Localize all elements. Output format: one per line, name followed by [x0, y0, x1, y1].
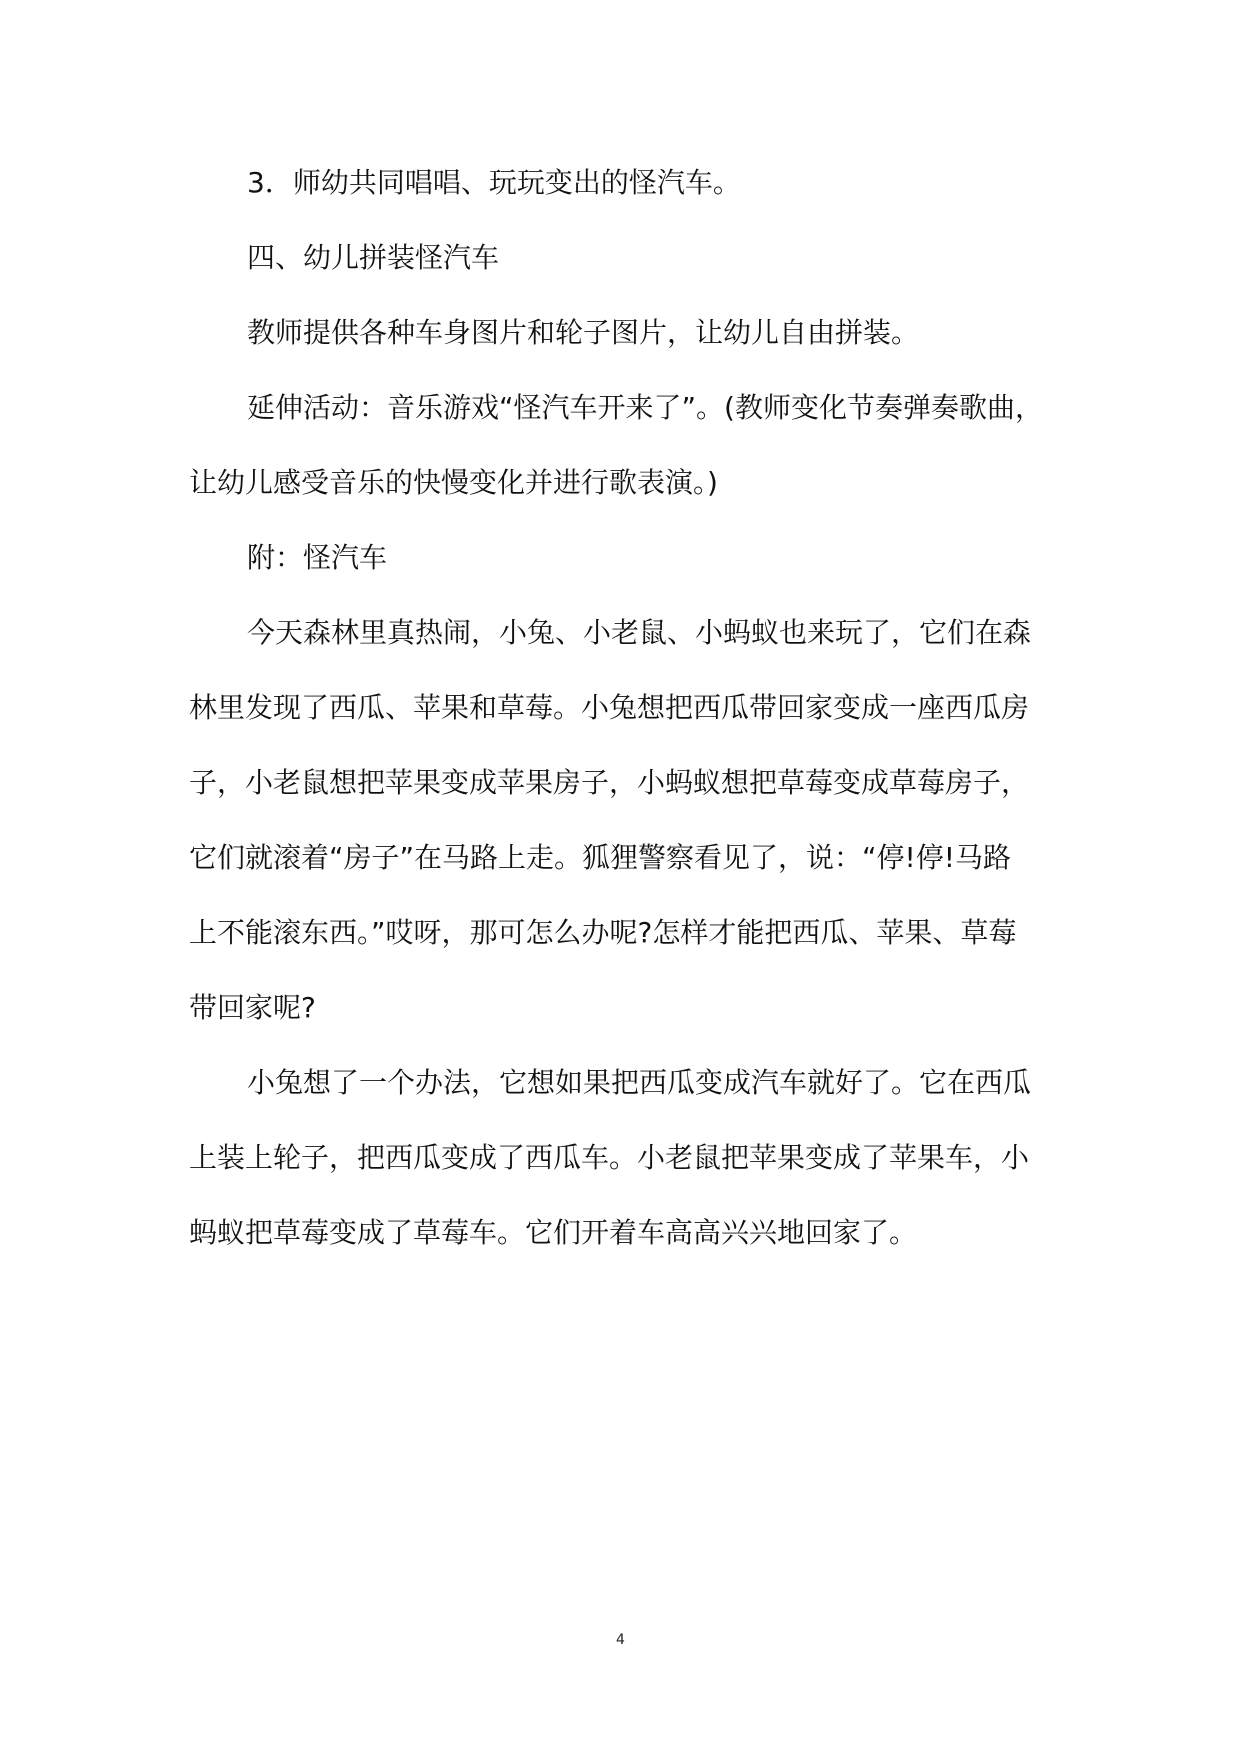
text-line: 上不能滚东西。”哎呀，那可怎么办呢?怎样才能把西瓜、苹果、草莓 — [189, 916, 1017, 949]
extension-activity-paragraph — [189, 370, 1059, 520]
story-paragraph-2 — [189, 1045, 1059, 1270]
text-line: 上装上轮子，把西瓜变成了西瓜车。小老鼠把苹果变成了苹果车，小 — [189, 1141, 1030, 1174]
page-number: 4 — [616, 1632, 625, 1648]
step-3-paragraph — [189, 145, 1059, 220]
text-line: 蚂蚁把草莓变成了草莓车。它们开着车高高兴兴地回家了。 — [189, 1216, 918, 1249]
appendix-heading — [189, 520, 1059, 595]
section-4-heading — [189, 220, 1059, 295]
section-4-paragraph — [189, 295, 1059, 370]
text-line: 附：怪汽车 — [247, 541, 388, 574]
text-line: 让幼儿感受音乐的快慢变化并进行歌表演。) — [189, 466, 718, 499]
text-line: 今天森林里真热闹，小兔、小老鼠、小蚂蚁也来玩了，它们在森 — [247, 616, 1032, 649]
story-paragraph-1 — [189, 595, 1059, 1045]
text-line: 子，小老鼠想把苹果变成苹果房子，小蚂蚁想把草莓变成草莓房子， — [189, 766, 1030, 799]
text-line: 它们就滚着“房子”在马路上走。狐狸警察看见了，说：“停!停!马路 — [189, 841, 1011, 874]
text-line: 延伸活动：音乐游戏“怪汽车开来了”。(教师变化节奏弹奏歌曲， — [247, 391, 1043, 424]
text-line: 小兔想了一个办法，它想如果把西瓜变成汽车就好了。它在西瓜 — [247, 1066, 1032, 1099]
text-line: 林里发现了西瓜、苹果和草莓。小兔想把西瓜带回家变成一座西瓜房 — [189, 691, 1030, 724]
text-line: 带回家呢? — [189, 991, 316, 1024]
text-line: 教师提供各种车身图片和轮子图片，让幼儿自由拼装。 — [247, 316, 920, 349]
document-body — [189, 145, 1059, 1270]
text-line: 3．师幼共同唱唱、玩玩变出的怪汽车。 — [247, 166, 741, 199]
text-line: 四、幼儿拼装怪汽车 — [247, 241, 500, 274]
